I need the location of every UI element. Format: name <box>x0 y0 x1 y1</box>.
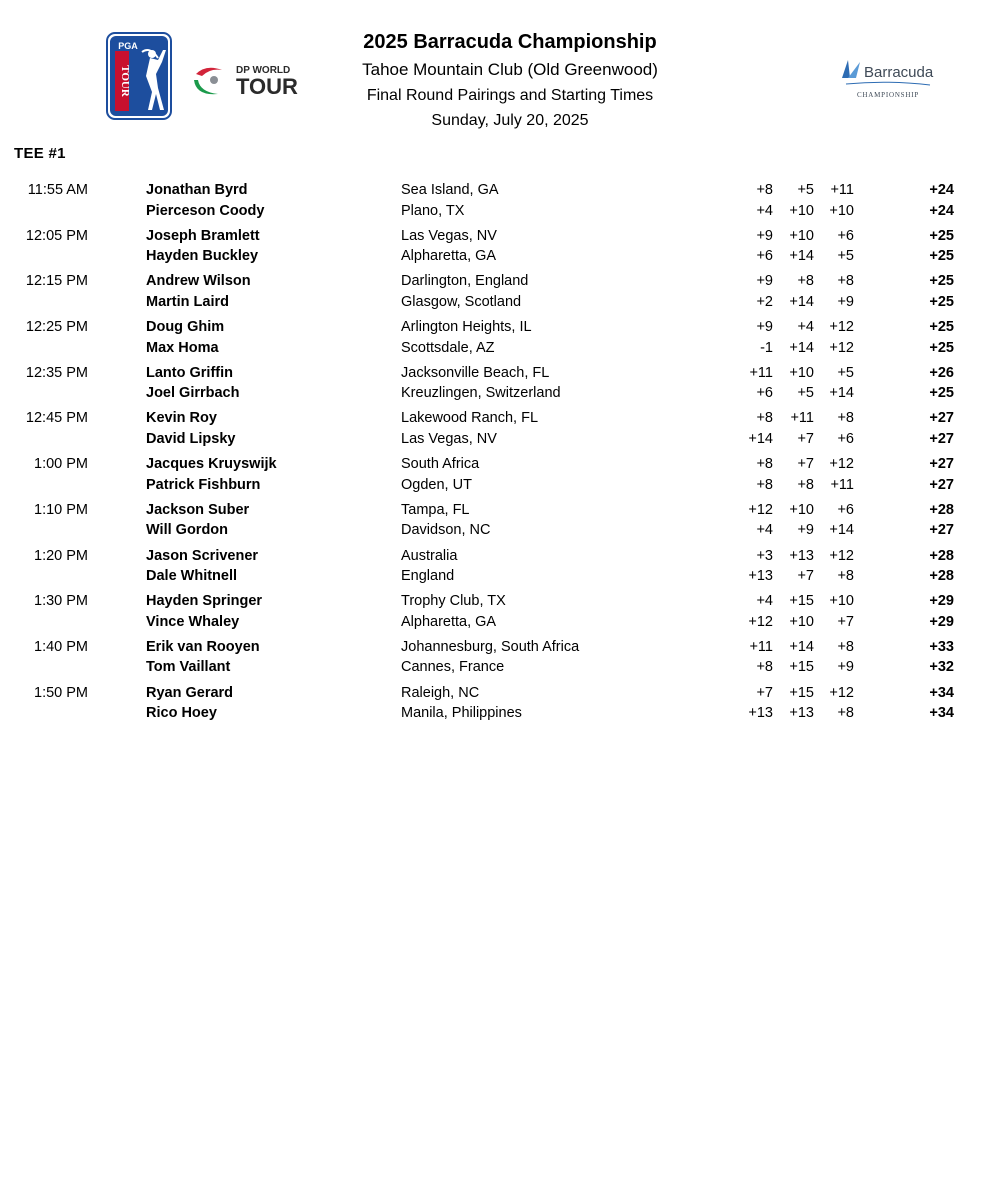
tee-time-group <box>0 226 990 272</box>
total-score: +29 <box>929 613 954 630</box>
player-name: Kevin Roy <box>146 410 217 427</box>
round-2-score: +8 <box>797 476 814 493</box>
player-row <box>0 246 990 267</box>
round-3-score: +6 <box>837 430 854 447</box>
round-2-score: +15 <box>789 659 814 676</box>
player-name: Doug Ghim <box>146 319 225 336</box>
round-1-score: +9 <box>756 273 773 290</box>
round-1-score: +8 <box>756 410 773 427</box>
player-name: Martin Laird <box>146 293 229 310</box>
player-row <box>0 637 990 658</box>
total-score: +25 <box>929 273 954 290</box>
player-row <box>0 683 990 704</box>
player-row <box>0 226 990 247</box>
tee-time: 12:25 PM <box>25 319 88 336</box>
round-1-score: +2 <box>756 293 773 310</box>
player-row <box>0 271 990 292</box>
tee-time: 1:40 PM <box>34 638 88 655</box>
player-row <box>0 500 990 521</box>
player-hometown: Australia <box>401 547 458 564</box>
total-score: +27 <box>929 522 954 539</box>
player-name: Joseph Bramlett <box>146 227 260 244</box>
tee-time: 1:30 PM <box>34 593 88 610</box>
total-score: +27 <box>929 476 954 493</box>
player-row <box>0 429 990 450</box>
total-score: +24 <box>929 202 954 219</box>
round-3-score: +6 <box>837 501 854 518</box>
tee-time-group <box>0 180 990 226</box>
total-score: +26 <box>929 364 954 381</box>
tee-time: 12:05 PM <box>25 227 88 244</box>
pga-tour-shield-icon <box>106 32 174 122</box>
round-3-score: +14 <box>829 385 854 402</box>
player-name: Tom Vaillant <box>146 659 231 676</box>
player-name: Hayden Buckley <box>146 248 259 265</box>
dp-world-swoosh-icon <box>192 60 312 100</box>
player-name: Jacques Kruyswijk <box>146 456 277 473</box>
round-2-score: +7 <box>797 568 814 584</box>
round-3-score: +10 <box>829 593 854 610</box>
round-2-score: +13 <box>789 705 814 722</box>
round-2-score: +8 <box>797 273 814 290</box>
total-score: +33 <box>929 638 954 655</box>
player-name: David Lipsky <box>146 430 236 447</box>
total-score: +32 <box>929 659 954 676</box>
round-2-score: +14 <box>789 293 814 310</box>
round-3-score: +9 <box>837 659 854 676</box>
title-block <box>310 28 710 133</box>
round-3-score: +8 <box>837 410 854 427</box>
player-hometown: Sea Island, GA <box>401 182 499 198</box>
round-2-score: +5 <box>797 385 814 402</box>
player-hometown: Manila, Philippines <box>401 705 522 722</box>
round-3-score: +5 <box>837 248 854 265</box>
round-2-score: +4 <box>797 319 814 336</box>
round-1-score: +11 <box>749 364 773 381</box>
round-2-score: +10 <box>789 501 814 518</box>
player-row <box>0 201 990 222</box>
round-3-score: +9 <box>837 293 854 310</box>
player-name: Max Homa <box>146 339 219 356</box>
player-row <box>0 317 990 338</box>
pairings-subtitle: Final Round Pairings and Starting Times <box>366 87 654 104</box>
championship-wordmark: CHAMPIONSHIP <box>856 91 920 99</box>
pga-tour-logo <box>106 32 174 122</box>
round-1-score: +8 <box>756 476 773 493</box>
total-score: +34 <box>929 684 954 701</box>
dp-world-text: DP WORLD <box>236 65 291 76</box>
round-1-score: +4 <box>756 202 773 219</box>
dp-world-tour-logo <box>192 60 312 100</box>
tee-time: 1:20 PM <box>34 547 88 564</box>
tee-time-group <box>0 637 990 683</box>
round-1-score: +9 <box>756 227 773 244</box>
player-hometown: Las Vegas, NV <box>401 227 497 244</box>
round-2-score: +14 <box>789 339 814 356</box>
tee-time: 11:55 AM <box>27 182 88 198</box>
player-row <box>0 657 990 678</box>
round-2-score: +9 <box>797 522 814 539</box>
total-score: +27 <box>929 430 954 447</box>
player-name: Patrick Fishburn <box>146 476 261 493</box>
tee-time-group <box>0 591 990 637</box>
player-row <box>0 520 990 541</box>
round-1-score: +13 <box>748 568 773 584</box>
player-name: Pierceson Coody <box>146 202 265 219</box>
round-1-score: +4 <box>756 522 773 539</box>
player-name: Dale Whitnell <box>146 568 238 584</box>
player-hometown: Darlington, England <box>401 273 529 290</box>
tee-time-group <box>0 271 990 317</box>
tee-time-group <box>0 546 990 592</box>
round-3-score: +11 <box>830 476 854 493</box>
total-score: +28 <box>929 568 954 584</box>
round-3-score: +12 <box>829 456 854 473</box>
player-row <box>0 566 990 587</box>
player-row <box>0 180 990 201</box>
player-name: Ryan Gerard <box>146 684 234 701</box>
player-row <box>0 475 990 496</box>
player-hometown: Cannes, France <box>401 659 505 676</box>
total-score: +28 <box>929 501 954 518</box>
barracuda-fin-icon <box>838 52 938 104</box>
round-1-score: +4 <box>756 593 773 610</box>
tour-logo-text: TOUR <box>119 65 131 97</box>
player-row <box>0 454 990 475</box>
total-score: +24 <box>929 182 954 198</box>
player-hometown: Davidson, NC <box>401 522 491 539</box>
round-1-score: +8 <box>756 456 773 473</box>
player-hometown: Ogden, UT <box>401 476 472 493</box>
player-row <box>0 383 990 404</box>
venue-name: Tahoe Mountain Club (Old Greenwood) <box>362 60 658 79</box>
player-name: Vince Whaley <box>146 613 240 630</box>
round-2-score: +14 <box>789 248 814 265</box>
round-3-score: +14 <box>829 522 854 539</box>
round-1-score: +7 <box>756 684 773 701</box>
player-row <box>0 292 990 313</box>
player-row <box>0 338 990 359</box>
total-score: +25 <box>929 385 954 402</box>
barracuda-wordmark: Barracuda <box>864 64 934 81</box>
round-1-score: +6 <box>756 248 773 265</box>
tee-time: 1:10 PM <box>34 501 88 518</box>
round-1-score: +8 <box>756 659 773 676</box>
event-title: 2025 Barracuda Championship <box>363 31 657 53</box>
player-hometown: Glasgow, Scotland <box>401 293 522 310</box>
round-3-score: +8 <box>837 273 854 290</box>
round-2-score: +7 <box>797 456 814 473</box>
player-name: Jason Scrivener <box>146 547 259 564</box>
tee-time: 12:45 PM <box>25 410 88 427</box>
player-row <box>0 546 990 567</box>
barracuda-championship-logo <box>838 52 938 104</box>
round-3-score: +5 <box>837 364 854 381</box>
round-2-score: +10 <box>789 613 814 630</box>
round-2-score: +11 <box>790 410 814 427</box>
tee-time: 1:50 PM <box>34 684 88 701</box>
player-name: Joel Girrbach <box>146 385 240 402</box>
round-3-score: +12 <box>829 319 854 336</box>
player-hometown: Trophy Club, TX <box>401 593 506 610</box>
round-1-score: +6 <box>756 385 773 402</box>
round-2-score: +10 <box>789 364 814 381</box>
round-3-score: +8 <box>837 568 854 584</box>
round-2-score: +10 <box>789 202 814 219</box>
round-3-score: +8 <box>837 638 854 655</box>
player-name: Jackson Suber <box>146 501 250 518</box>
player-name: Rico Hoey <box>146 705 217 722</box>
player-hometown: Lakewood Ranch, FL <box>401 410 539 427</box>
tee-time-group <box>0 317 990 363</box>
round-3-score: +10 <box>829 202 854 219</box>
player-row <box>0 363 990 384</box>
round-2-score: +15 <box>789 684 814 701</box>
player-name: Jonathan Byrd <box>146 182 248 198</box>
round-1-score: +8 <box>756 182 773 198</box>
player-name: Lanto Griffin <box>146 364 233 381</box>
round-2-score: +10 <box>789 227 814 244</box>
tee-time-group <box>0 683 990 729</box>
tee-label: TEE #1 <box>14 145 66 162</box>
round-3-score: +12 <box>829 339 854 356</box>
player-hometown: Scottsdale, AZ <box>401 339 495 356</box>
player-hometown: Jacksonville Beach, FL <box>401 364 550 381</box>
round-2-score: +15 <box>789 593 814 610</box>
total-score: +25 <box>929 339 954 356</box>
round-1-score: -1 <box>760 339 773 356</box>
tee-time-group <box>0 363 990 409</box>
total-score: +29 <box>929 593 954 610</box>
player-hometown: Alpharetta, GA <box>401 613 497 630</box>
player-row <box>0 703 990 724</box>
player-hometown: Tampa, FL <box>401 501 470 518</box>
player-hometown: South Africa <box>401 456 480 473</box>
dp-tour-text: TOUR <box>236 74 298 99</box>
round-3-score: +12 <box>829 547 854 564</box>
round-2-score: +13 <box>789 547 814 564</box>
player-hometown: Kreuzlingen, Switzerland <box>401 385 561 402</box>
player-hometown: Johannesburg, South Africa <box>401 638 580 655</box>
tee-time-group <box>0 500 990 546</box>
tee-time: 12:35 PM <box>25 364 88 381</box>
tee-time: 1:00 PM <box>34 456 88 473</box>
total-score: +25 <box>929 319 954 336</box>
pairings-table <box>0 180 990 728</box>
player-name: Andrew Wilson <box>146 273 251 290</box>
tee-time: 12:15 PM <box>25 273 88 290</box>
round-3-score: +11 <box>830 182 854 198</box>
player-hometown: Arlington Heights, IL <box>401 319 532 336</box>
player-hometown: Raleigh, NC <box>401 684 480 701</box>
player-hometown: Plano, TX <box>401 202 465 219</box>
round-1-score: +14 <box>748 430 773 447</box>
tee-time-group <box>0 408 990 454</box>
round-1-score: +9 <box>756 319 773 336</box>
event-date: Sunday, July 20, 2025 <box>431 112 589 129</box>
player-hometown: England <box>401 568 455 584</box>
total-score: +28 <box>929 547 954 564</box>
pga-logo-text: PGA <box>118 41 138 51</box>
player-row <box>0 591 990 612</box>
total-score: +27 <box>929 456 954 473</box>
total-score: +25 <box>929 293 954 310</box>
page-header <box>0 0 990 145</box>
player-name: Will Gordon <box>146 522 229 539</box>
tee-time-group <box>0 454 990 500</box>
player-row <box>0 612 990 633</box>
player-name: Hayden Springer <box>146 593 263 610</box>
round-2-score: +7 <box>797 430 814 447</box>
total-score: +34 <box>929 705 954 722</box>
round-3-score: +8 <box>837 705 854 722</box>
total-score: +27 <box>929 410 954 427</box>
player-name: Erik van Rooyen <box>146 638 260 655</box>
round-2-score: +5 <box>797 182 814 198</box>
round-3-score: +6 <box>837 227 854 244</box>
player-hometown: Alpharetta, GA <box>401 248 497 265</box>
round-1-score: +12 <box>748 613 773 630</box>
player-hometown: Las Vegas, NV <box>401 430 497 447</box>
round-1-score: +11 <box>749 638 773 655</box>
round-1-score: +13 <box>748 705 773 722</box>
round-1-score: +12 <box>748 501 773 518</box>
total-score: +25 <box>929 248 954 265</box>
total-score: +25 <box>929 227 954 244</box>
round-3-score: +12 <box>829 684 854 701</box>
round-1-score: +3 <box>756 547 773 564</box>
round-2-score: +14 <box>789 638 814 655</box>
round-3-score: +7 <box>837 613 854 630</box>
player-row <box>0 408 990 429</box>
